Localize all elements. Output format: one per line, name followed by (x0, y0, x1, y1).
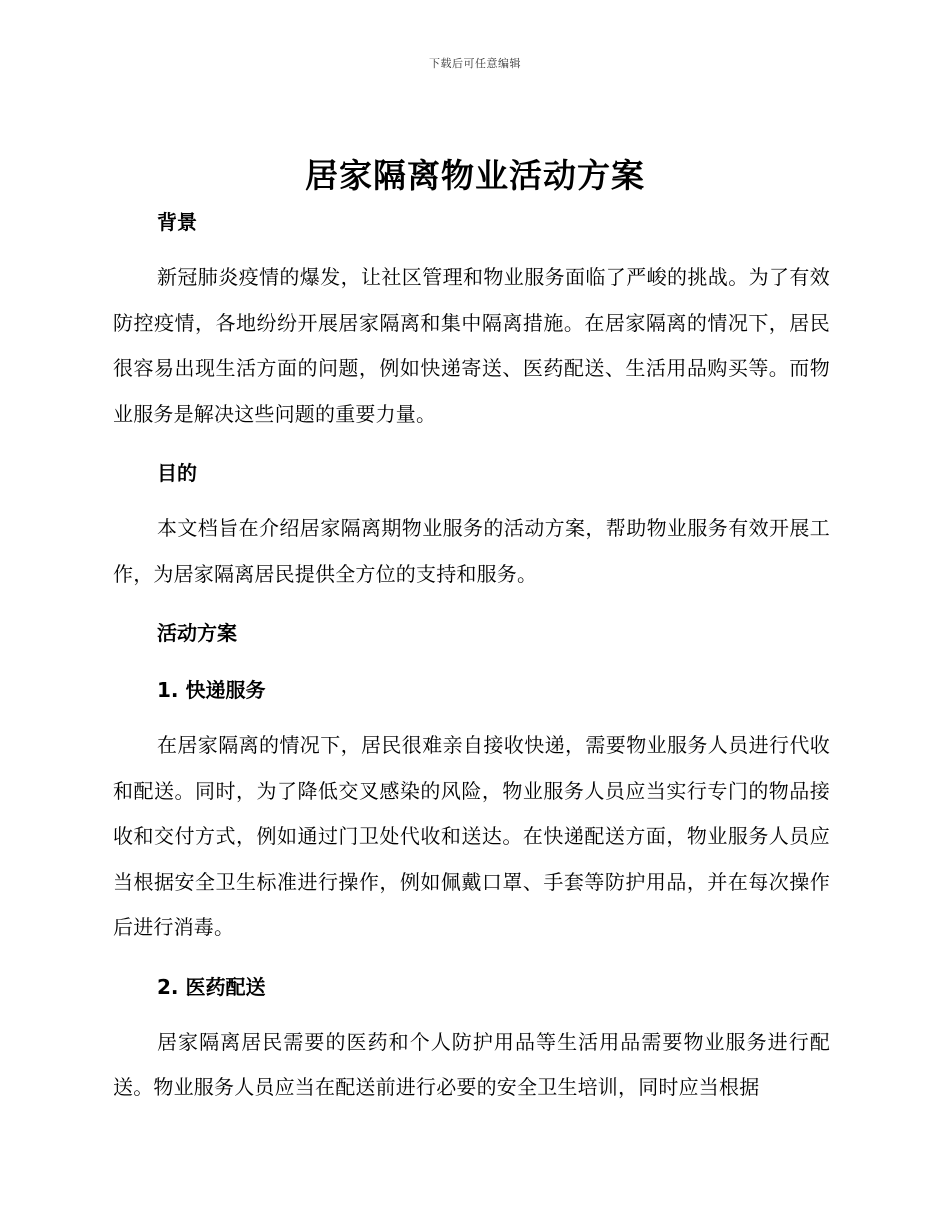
paragraph-express: 在居家隔离的情况下，居民很难亲自接收快递，需要物业服务人员进行代收和配送。同时，为了降低交叉感染的风险，物业服务人员应当实行专门的物品接收和交付方式，例如通过门卫处代收和送达。在快递配送方面，物业服务人员应当根据安全卫生标准进行操作，例如佩戴口罩、手套等防护用品，并在每次操作后进行消毒。 (113, 733, 830, 939)
heading-plan: 活动方案 (157, 621, 237, 645)
heading-background: 背景 (157, 210, 197, 234)
document-body (113, 204, 830, 1111)
paragraph-medicine: 居家隔离居民需要的医药和个人防护用品等生活用品需要物业服务进行配送。物业服务人员应当在配送前进行必要的安全卫生培训，同时应当根据 (113, 1029, 830, 1099)
paragraph-purpose: 本文档旨在介绍居家隔离期物业服务的活动方案，帮助物业服务有效开展工作，为居家隔离居民提供全方位的支持和服务。 (113, 516, 830, 586)
heading-purpose: 目的 (157, 461, 197, 485)
heading-medicine: 2. 医药配送 (157, 974, 266, 999)
header-note: 下载后可任意编辑 (429, 57, 521, 70)
heading-express: 1. 快递服务 (157, 678, 266, 702)
paragraph-background: 新冠肺炎疫情的爆发，让社区管理和物业服务面临了严峻的挑战。为了有效防控疫情，各地纷纷开展居家隔离和集中隔离措施。在居家隔离的情况下，居民很容易出现生活方面的问题，例如快递寄送、医药配送、生活用品购买等。而物业服务是解决这些问题的重要力量。 (113, 265, 830, 426)
document-title: 居家隔离物业活动方案 (305, 156, 645, 195)
